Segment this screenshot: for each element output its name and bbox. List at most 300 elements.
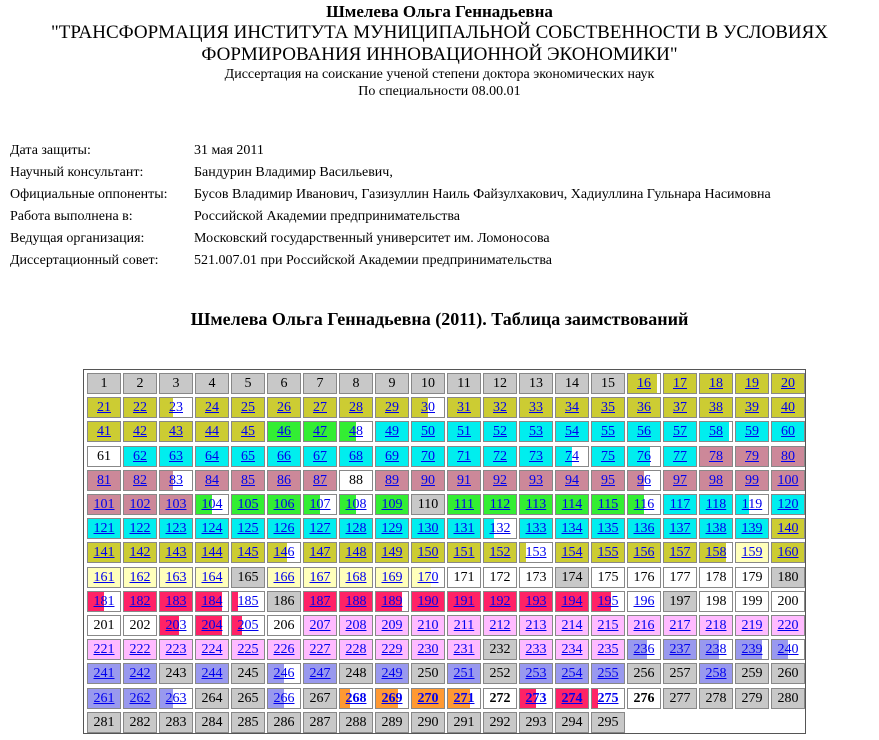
page-cell-224[interactable] [195, 639, 229, 660]
page-cell-87[interactable] [303, 470, 337, 491]
page-number[interactable]: 147 [309, 545, 331, 561]
page-cell-82[interactable] [123, 470, 157, 491]
page-number[interactable]: 157 [669, 545, 691, 561]
page-cell-29[interactable] [375, 397, 409, 418]
page-cell-181[interactable] [87, 591, 121, 612]
page-cell-127[interactable] [303, 518, 337, 539]
page-cell-273[interactable] [519, 688, 553, 709]
page-number[interactable]: 57 [673, 424, 687, 440]
page-number[interactable]: 79 [745, 448, 759, 464]
page-cell-138[interactable] [699, 518, 733, 539]
page-number[interactable]: 75 [601, 448, 615, 464]
page-number[interactable]: 207 [309, 618, 331, 633]
page-number[interactable]: 47 [313, 424, 327, 440]
page-cell-222[interactable] [123, 639, 157, 660]
page-cell-85[interactable] [231, 470, 265, 491]
page-number[interactable]: 244 [201, 666, 223, 682]
page-number[interactable]: 62 [133, 448, 147, 464]
page-number[interactable]: 231 [453, 642, 475, 658]
page-cell-49[interactable] [375, 421, 409, 442]
page-number[interactable]: 194 [561, 593, 583, 609]
page-number[interactable]: 190 [417, 593, 439, 609]
page-cell-237[interactable] [663, 639, 697, 660]
page-number[interactable]: 196 [633, 593, 655, 609]
page-number[interactable]: 217 [669, 618, 691, 633]
page-cell-107[interactable] [303, 494, 337, 515]
page-number[interactable]: 189 [381, 593, 403, 609]
page-number[interactable]: 65 [241, 448, 255, 464]
page-number[interactable]: 133 [525, 521, 547, 537]
page-cell-56[interactable] [627, 421, 661, 442]
page-number[interactable]: 39 [745, 400, 759, 416]
page-cell-34[interactable] [555, 397, 589, 418]
page-cell-189[interactable] [375, 591, 409, 612]
page-number[interactable]: 25 [241, 400, 255, 416]
page-number[interactable]: 273 [525, 690, 547, 706]
page-cell-25[interactable] [231, 397, 265, 418]
page-cell-140[interactable] [771, 518, 805, 539]
page-number[interactable]: 153 [525, 545, 547, 561]
page-cell-218[interactable] [699, 615, 733, 636]
page-number[interactable]: 97 [673, 472, 687, 488]
page-number[interactable]: 111 [454, 497, 474, 512]
page-number[interactable]: 35 [601, 400, 615, 416]
page-number[interactable]: 187 [309, 593, 331, 609]
page-number[interactable]: 101 [93, 497, 115, 512]
page-number[interactable]: 262 [129, 690, 151, 706]
page-number[interactable]: 131 [453, 521, 475, 537]
page-number[interactable]: 205 [237, 618, 259, 633]
page-number[interactable]: 63 [169, 448, 183, 464]
page-number[interactable]: 40 [781, 400, 795, 416]
page-number[interactable]: 227 [309, 642, 331, 658]
page-cell-92[interactable] [483, 470, 517, 491]
page-cell-193[interactable] [519, 591, 553, 612]
page-number[interactable]: 38 [709, 400, 723, 416]
page-number[interactable]: 36 [637, 400, 651, 416]
page-cell-196[interactable] [627, 591, 661, 612]
page-number[interactable]: 73 [529, 448, 543, 464]
page-cell-96[interactable] [627, 470, 661, 491]
page-number[interactable]: 99 [745, 472, 759, 488]
page-cell-124[interactable] [195, 518, 229, 539]
page-number[interactable]: 43 [169, 424, 183, 440]
page-cell-212[interactable] [483, 615, 517, 636]
page-number[interactable]: 188 [345, 593, 367, 609]
page-number[interactable]: 233 [525, 642, 547, 658]
page-number[interactable]: 181 [93, 593, 115, 609]
page-cell-209[interactable] [375, 615, 409, 636]
page-number[interactable]: 108 [345, 497, 367, 512]
page-cell-79[interactable] [735, 446, 769, 467]
page-cell-146[interactable] [267, 542, 301, 563]
page-cell-227[interactable] [303, 639, 337, 660]
page-cell-80[interactable] [771, 446, 805, 467]
page-number[interactable]: 154 [561, 545, 583, 561]
page-number[interactable]: 92 [493, 472, 507, 488]
page-cell-255[interactable] [591, 663, 625, 684]
page-number[interactable]: 234 [561, 642, 583, 658]
page-number[interactable]: 249 [381, 666, 403, 682]
page-cell-128[interactable] [339, 518, 373, 539]
page-cell-153[interactable] [519, 542, 553, 563]
page-cell-185[interactable] [231, 591, 265, 612]
page-cell-18[interactable] [699, 373, 733, 394]
page-number[interactable]: 134 [561, 521, 583, 537]
page-cell-236[interactable] [627, 639, 661, 660]
page-cell-231[interactable] [447, 639, 481, 660]
page-cell-28[interactable] [339, 397, 373, 418]
page-cell-221[interactable] [87, 639, 121, 660]
page-cell-233[interactable] [519, 639, 553, 660]
page-number[interactable]: 242 [129, 666, 151, 682]
page-number[interactable]: 45 [241, 424, 255, 440]
page-cell-112[interactable] [483, 494, 517, 515]
page-number[interactable]: 159 [741, 545, 763, 561]
page-cell-48[interactable] [339, 421, 373, 442]
page-cell-161[interactable] [87, 567, 121, 588]
page-cell-246[interactable] [267, 663, 301, 684]
page-cell-69[interactable] [375, 446, 409, 467]
page-number[interactable]: 19 [745, 376, 759, 391]
page-cell-154[interactable] [555, 542, 589, 563]
page-cell-238[interactable] [699, 639, 733, 660]
page-number[interactable]: 255 [597, 666, 619, 682]
page-cell-121[interactable] [87, 518, 121, 539]
page-cell-21[interactable] [87, 397, 121, 418]
page-number[interactable]: 236 [633, 642, 655, 658]
page-number[interactable]: 149 [381, 545, 403, 561]
page-cell-133[interactable] [519, 518, 553, 539]
page-cell-50[interactable] [411, 421, 445, 442]
page-cell-66[interactable] [267, 446, 301, 467]
page-cell-32[interactable] [483, 397, 517, 418]
page-number[interactable]: 98 [709, 472, 723, 488]
page-number[interactable]: 246 [273, 666, 295, 682]
page-number[interactable]: 155 [597, 545, 619, 561]
page-number[interactable]: 109 [381, 497, 403, 512]
page-number[interactable]: 54 [565, 424, 579, 440]
page-cell-261[interactable] [87, 688, 121, 709]
page-cell-119[interactable] [735, 494, 769, 515]
page-cell-242[interactable] [123, 663, 157, 684]
page-number[interactable]: 34 [565, 400, 579, 416]
page-cell-74[interactable] [555, 446, 589, 467]
page-number[interactable]: 74 [565, 448, 579, 464]
page-cell-17[interactable] [663, 373, 697, 394]
page-number[interactable]: 228 [345, 642, 367, 658]
page-cell-164[interactable] [195, 567, 229, 588]
page-cell-118[interactable] [699, 494, 733, 515]
page-number[interactable]: 26 [277, 400, 291, 416]
page-cell-113[interactable] [519, 494, 553, 515]
page-number[interactable]: 137 [669, 521, 691, 537]
page-cell-151[interactable] [447, 542, 481, 563]
page-cell-244[interactable] [195, 663, 229, 684]
page-number[interactable]: 156 [633, 545, 655, 561]
page-number[interactable]: 275 [597, 690, 619, 706]
page-number[interactable]: 142 [129, 545, 151, 561]
page-cell-68[interactable] [339, 446, 373, 467]
page-number[interactable]: 213 [525, 618, 547, 633]
page-cell-213[interactable] [519, 615, 553, 636]
page-number[interactable]: 261 [93, 690, 115, 706]
page-number[interactable]: 140 [777, 521, 799, 537]
page-cell-263[interactable] [159, 688, 193, 709]
page-cell-40[interactable] [771, 397, 805, 418]
page-cell-59[interactable] [735, 421, 769, 442]
page-cell-52[interactable] [483, 421, 517, 442]
page-cell-129[interactable] [375, 518, 409, 539]
page-cell-33[interactable] [519, 397, 553, 418]
page-cell-43[interactable] [159, 421, 193, 442]
page-cell-141[interactable] [87, 542, 121, 563]
page-cell-99[interactable] [735, 470, 769, 491]
page-number[interactable]: 102 [129, 497, 151, 512]
page-number[interactable]: 33 [529, 400, 543, 416]
page-cell-144[interactable] [195, 542, 229, 563]
page-cell-47[interactable] [303, 421, 337, 442]
page-number[interactable]: 105 [237, 497, 259, 512]
page-number[interactable]: 48 [349, 424, 363, 440]
page-cell-208[interactable] [339, 615, 373, 636]
page-number[interactable]: 70 [421, 448, 435, 464]
page-number[interactable]: 53 [529, 424, 543, 440]
page-cell-166[interactable] [267, 567, 301, 588]
page-cell-136[interactable] [627, 518, 661, 539]
page-cell-234[interactable] [555, 639, 589, 660]
page-number[interactable]: 107 [309, 497, 331, 512]
page-cell-155[interactable] [591, 542, 625, 563]
page-cell-77[interactable] [663, 446, 697, 467]
page-number[interactable]: 93 [529, 472, 543, 488]
page-cell-228[interactable] [339, 639, 373, 660]
page-cell-76[interactable] [627, 446, 661, 467]
page-number[interactable]: 116 [633, 497, 655, 512]
page-cell-100[interactable] [771, 470, 805, 491]
page-cell-55[interactable] [591, 421, 625, 442]
page-cell-123[interactable] [159, 518, 193, 539]
page-cell-210[interactable] [411, 615, 445, 636]
page-cell-170[interactable] [411, 567, 445, 588]
page-cell-167[interactable] [303, 567, 337, 588]
page-number[interactable]: 214 [561, 618, 583, 633]
page-cell-132[interactable] [483, 518, 517, 539]
page-cell-89[interactable] [375, 470, 409, 491]
page-cell-142[interactable] [123, 542, 157, 563]
page-cell-219[interactable] [735, 615, 769, 636]
page-cell-192[interactable] [483, 591, 517, 612]
page-cell-20[interactable] [771, 373, 805, 394]
page-cell-105[interactable] [231, 494, 265, 515]
page-number[interactable]: 44 [205, 424, 219, 440]
page-number[interactable]: 268 [345, 690, 367, 706]
page-number[interactable]: 81 [97, 472, 111, 488]
page-number[interactable]: 247 [309, 666, 331, 682]
page-cell-225[interactable] [231, 639, 265, 660]
page-cell-241[interactable] [87, 663, 121, 684]
page-number[interactable]: 96 [637, 472, 651, 488]
page-number[interactable]: 68 [349, 448, 363, 464]
page-number[interactable]: 29 [385, 400, 399, 416]
page-number[interactable]: 138 [705, 521, 727, 537]
page-number[interactable]: 46 [277, 424, 291, 440]
page-number[interactable]: 71 [457, 448, 471, 464]
page-number[interactable]: 251 [453, 666, 475, 682]
page-number[interactable]: 83 [169, 472, 183, 488]
page-cell-60[interactable] [771, 421, 805, 442]
page-number[interactable]: 166 [273, 569, 295, 585]
page-number[interactable]: 69 [385, 448, 399, 464]
page-number[interactable]: 117 [669, 497, 691, 512]
page-number[interactable]: 195 [597, 593, 619, 609]
page-number[interactable]: 151 [453, 545, 475, 561]
page-cell-117[interactable] [663, 494, 697, 515]
page-cell-81[interactable] [87, 470, 121, 491]
page-number[interactable]: 91 [457, 472, 471, 488]
page-number[interactable]: 209 [381, 618, 403, 633]
page-number[interactable]: 230 [417, 642, 439, 658]
page-cell-187[interactable] [303, 591, 337, 612]
page-number[interactable]: 254 [561, 666, 583, 682]
page-cell-226[interactable] [267, 639, 301, 660]
page-number[interactable]: 24 [205, 400, 219, 416]
page-cell-184[interactable] [195, 591, 229, 612]
page-cell-195[interactable] [591, 591, 625, 612]
page-number[interactable]: 219 [741, 618, 763, 633]
page-cell-24[interactable] [195, 397, 229, 418]
page-cell-37[interactable] [663, 397, 697, 418]
page-number[interactable]: 224 [201, 642, 223, 658]
page-cell-152[interactable] [483, 542, 517, 563]
page-number[interactable]: 87 [313, 472, 327, 488]
page-cell-183[interactable] [159, 591, 193, 612]
page-number[interactable]: 167 [309, 569, 331, 585]
page-cell-98[interactable] [699, 470, 733, 491]
page-cell-114[interactable] [555, 494, 589, 515]
page-number[interactable]: 141 [93, 545, 115, 561]
page-number[interactable]: 271 [453, 690, 475, 706]
page-cell-254[interactable] [555, 663, 589, 684]
page-number[interactable]: 32 [493, 400, 507, 416]
page-number[interactable]: 50 [421, 424, 435, 440]
page-cell-156[interactable] [627, 542, 661, 563]
page-cell-78[interactable] [699, 446, 733, 467]
page-number[interactable]: 139 [741, 521, 763, 537]
page-cell-266[interactable] [267, 688, 301, 709]
page-number[interactable]: 112 [489, 497, 511, 512]
page-number[interactable]: 152 [489, 545, 511, 561]
page-cell-31[interactable] [447, 397, 481, 418]
page-cell-64[interactable] [195, 446, 229, 467]
page-cell-42[interactable] [123, 421, 157, 442]
page-number[interactable]: 226 [273, 642, 295, 658]
page-number[interactable]: 235 [597, 642, 619, 658]
page-number[interactable]: 130 [417, 521, 439, 537]
page-cell-274[interactable] [555, 688, 589, 709]
page-cell-111[interactable] [447, 494, 481, 515]
page-number[interactable]: 76 [637, 448, 651, 464]
page-number[interactable]: 20 [781, 376, 795, 391]
page-cell-168[interactable] [339, 567, 373, 588]
page-number[interactable]: 145 [237, 545, 259, 561]
page-number[interactable]: 161 [93, 569, 115, 585]
page-number[interactable]: 183 [165, 593, 187, 609]
page-number[interactable]: 82 [133, 472, 147, 488]
page-cell-137[interactable] [663, 518, 697, 539]
page-number[interactable]: 215 [597, 618, 619, 633]
page-cell-157[interactable] [663, 542, 697, 563]
page-number[interactable]: 269 [381, 690, 403, 706]
page-number[interactable]: 146 [273, 545, 295, 561]
page-number[interactable]: 104 [201, 497, 223, 512]
page-cell-191[interactable] [447, 591, 481, 612]
page-number[interactable]: 18 [709, 376, 723, 391]
page-number[interactable]: 240 [777, 642, 799, 658]
page-number[interactable]: 125 [237, 521, 259, 537]
page-cell-270[interactable] [411, 688, 445, 709]
page-number[interactable]: 113 [525, 497, 547, 512]
page-cell-235[interactable] [591, 639, 625, 660]
page-number[interactable]: 121 [93, 521, 115, 537]
page-number[interactable]: 84 [205, 472, 219, 488]
page-cell-51[interactable] [447, 421, 481, 442]
page-cell-217[interactable] [663, 615, 697, 636]
page-number[interactable]: 30 [421, 400, 435, 416]
page-cell-65[interactable] [231, 446, 265, 467]
page-cell-262[interactable] [123, 688, 157, 709]
page-cell-139[interactable] [735, 518, 769, 539]
page-number[interactable]: 16 [637, 376, 651, 391]
page-number[interactable]: 52 [493, 424, 507, 440]
page-number[interactable]: 118 [705, 497, 727, 512]
page-cell-36[interactable] [627, 397, 661, 418]
page-number[interactable]: 64 [205, 448, 219, 464]
page-number[interactable]: 89 [385, 472, 399, 488]
page-number[interactable]: 168 [345, 569, 367, 585]
page-cell-27[interactable] [303, 397, 337, 418]
page-cell-188[interactable] [339, 591, 373, 612]
page-number[interactable]: 27 [313, 400, 327, 416]
page-cell-135[interactable] [591, 518, 625, 539]
page-cell-271[interactable] [447, 688, 481, 709]
page-number[interactable]: 229 [381, 642, 403, 658]
page-cell-268[interactable] [339, 688, 373, 709]
page-number[interactable]: 95 [601, 472, 615, 488]
page-number[interactable]: 239 [741, 642, 763, 658]
page-number[interactable]: 211 [453, 618, 475, 633]
page-number[interactable]: 218 [705, 618, 727, 633]
page-cell-159[interactable] [735, 542, 769, 563]
page-number[interactable]: 37 [673, 400, 687, 416]
page-cell-101[interactable] [87, 494, 121, 515]
page-number[interactable]: 42 [133, 424, 147, 440]
page-cell-116[interactable] [627, 494, 661, 515]
page-cell-84[interactable] [195, 470, 229, 491]
page-cell-106[interactable] [267, 494, 301, 515]
page-cell-109[interactable] [375, 494, 409, 515]
page-number[interactable]: 216 [633, 618, 655, 633]
page-cell-62[interactable] [123, 446, 157, 467]
page-number[interactable]: 67 [313, 448, 327, 464]
page-number[interactable]: 59 [745, 424, 759, 440]
page-cell-214[interactable] [555, 615, 589, 636]
page-cell-73[interactable] [519, 446, 553, 467]
page-number[interactable]: 114 [561, 497, 583, 512]
page-number[interactable]: 158 [705, 545, 727, 561]
page-number[interactable]: 212 [489, 618, 511, 633]
page-cell-145[interactable] [231, 542, 265, 563]
